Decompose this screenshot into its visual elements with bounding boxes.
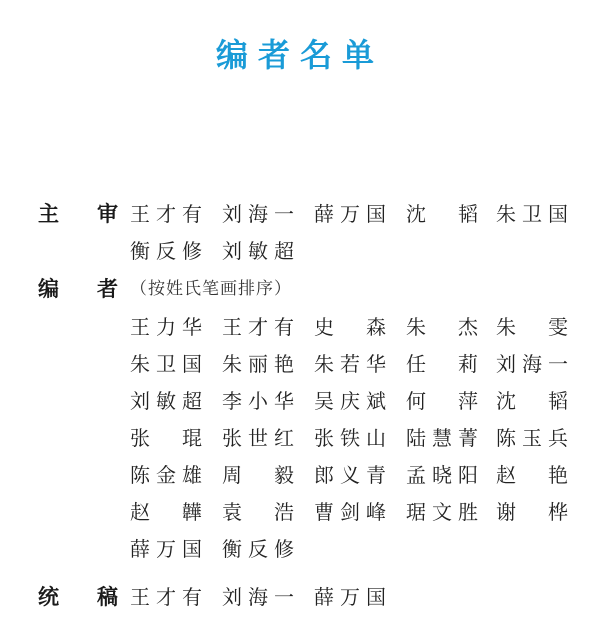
person-name: 张 世 红 (222, 426, 294, 450)
sort-note: （按姓氏笔画排序） (130, 279, 292, 299)
section-label-char: 编 (38, 277, 59, 301)
person-name: 陈 玉 兵 (496, 426, 568, 450)
person-name: 薛 万 国 (314, 585, 386, 609)
person-name: 朱 雯 (496, 315, 568, 339)
person-name: 薛 万 国 (314, 202, 386, 226)
section-label-chief-reviewer (38, 199, 118, 229)
section-label-editors (38, 274, 118, 304)
person-name: 朱 杰 (406, 315, 478, 339)
person-name: 衡 反 修 (130, 239, 202, 263)
person-name: 何 萍 (406, 389, 478, 413)
person-name: 王 才 有 (130, 585, 202, 609)
person-name: 袁 浩 (222, 500, 294, 524)
person-name: 谢 桦 (496, 500, 568, 524)
section-label-char: 审 (97, 202, 118, 226)
person-name: 王 才 有 (222, 315, 294, 339)
person-name: 刘 敏 超 (222, 239, 294, 263)
person-name: 王 才 有 (130, 202, 202, 226)
person-name: 沈 韬 (496, 389, 568, 413)
person-name: 赵 艳 (496, 463, 568, 487)
person-name: 孟 晓 阳 (406, 463, 478, 487)
page-title: 编者名单 (215, 36, 384, 74)
person-name: 刘 敏 超 (130, 389, 202, 413)
person-name: 陆 慧 菁 (406, 426, 478, 450)
person-name: 张 琨 (130, 426, 202, 450)
section-label-char: 稿 (97, 585, 118, 609)
person-name: 陈 金 雄 (130, 463, 202, 487)
person-name: 刘 海 一 (496, 352, 568, 376)
person-name: 朱 卫 国 (130, 352, 202, 376)
person-name: 吴 庆 斌 (314, 389, 386, 413)
person-name: 周 毅 (222, 463, 294, 487)
person-name: 任 莉 (406, 352, 478, 376)
person-name: 衡 反 修 (222, 537, 294, 561)
section-label-char: 者 (97, 277, 118, 301)
section-label-char: 统 (38, 585, 59, 609)
person-name: 朱 丽 艳 (222, 352, 294, 376)
section-label-char: 主 (38, 202, 59, 226)
person-name: 朱 卫 国 (496, 202, 568, 226)
person-name: 刘 海 一 (222, 585, 294, 609)
person-name: 沈 韬 (406, 202, 478, 226)
person-name: 曹 剑 峰 (314, 500, 386, 524)
person-name: 刘 海 一 (222, 202, 294, 226)
person-name: 郎 义 青 (314, 463, 386, 487)
person-name: 琚 文 胜 (406, 500, 478, 524)
person-name: 王 力 华 (130, 315, 202, 339)
person-name: 史 森 (314, 315, 386, 339)
person-name: 朱 若 华 (314, 352, 386, 376)
section-label-compilers (38, 582, 118, 612)
person-name: 薛 万 国 (130, 537, 202, 561)
person-name: 李 小 华 (222, 389, 294, 413)
person-name: 赵 韡 (130, 500, 202, 524)
person-name: 张 铁 山 (314, 426, 386, 450)
